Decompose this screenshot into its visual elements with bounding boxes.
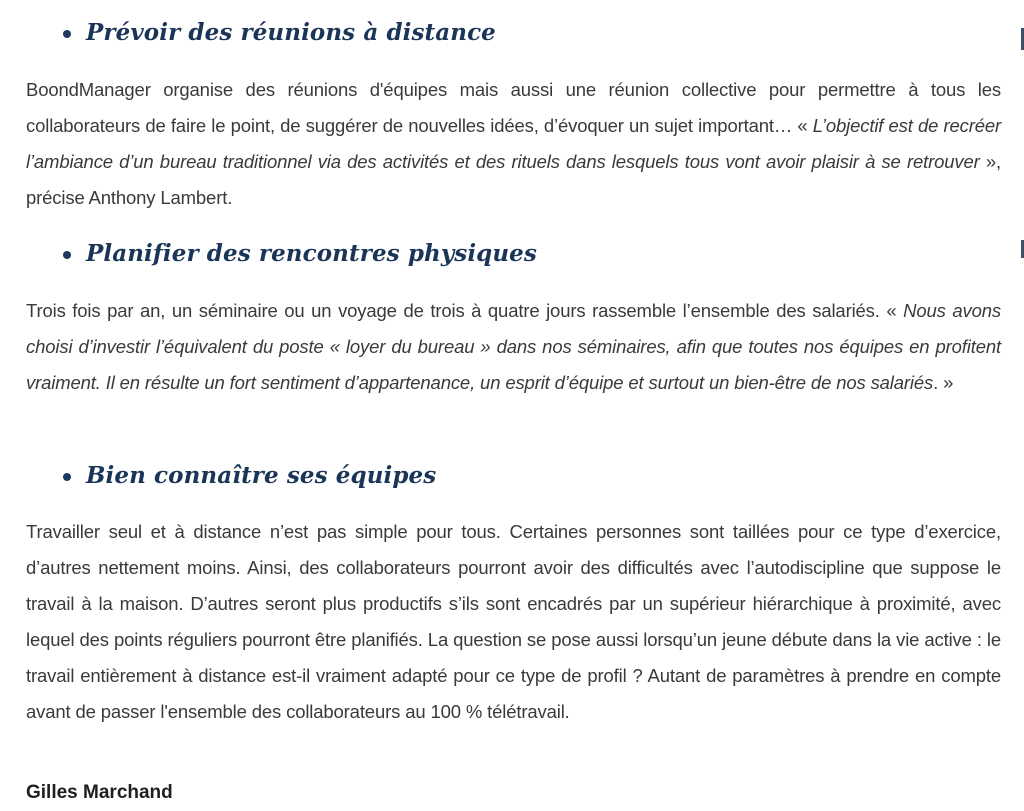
author-name: Gilles Marchand — [26, 782, 173, 803]
section-heading-physical-meetings — [26, 233, 1001, 273]
section-paragraph-physical-meetings — [26, 293, 1001, 401]
bullet-dot — [63, 30, 71, 38]
heading-text: Bien connaître ses équipes — [86, 461, 437, 489]
section-heading-know-teams — [26, 455, 1001, 495]
quote-text: L’objectif est de recréer l’ambiance d’un bureau traditionnel via des activités et des rituels dans lesquels tous vont avoir plaisir à se retrouver — [26, 115, 1001, 172]
bullet-dot — [63, 473, 71, 481]
section-paragraph-know-teams — [26, 514, 1001, 730]
paragraph-text: », précise Anthony Lambert. — [26, 151, 1002, 208]
paragraph-text: . » — [933, 372, 954, 393]
paragraph-text: Trois fois par an, un séminaire ou un voyage de trois à quatre jours rassemble l’ensemble des salariés. « — [26, 300, 904, 321]
paragraph-text: BoondManager organise des réunions d'équipes mais aussi une réunion collective pour permettre à tous les collaborateurs de faire le point, de suggérer de nouvelles idées, d’évoquer un sujet important… « — [26, 79, 1001, 136]
heading-text: Planifier des rencontres physiques — [86, 239, 537, 267]
heading-text: Prévoir des réunions à distance — [86, 18, 496, 46]
section-paragraph-remote-meetings — [26, 72, 1001, 216]
quote-text: Nous avons choisi d’investir l’équivalent du poste « loyer du bureau » dans nos séminaires, afin que toutes nos équipes en profitent vraiment. Il en résulte un fort sentiment d’appartenance, un esprit d’équipe et surtout un bien-être de nos salariés — [26, 300, 1001, 393]
paragraph-text: Travailler seul et à distance n’est pas simple pour tous. Certaines personnes sont taillées pour ce type d’exercice, d’autres nettement moins. Ainsi, des collaborateurs pourront avoir des difficultés avec l’autodiscipline que suppose le travail à la maison. D’autres seront plus productifs s’ils sont encadrés par un supérieur hiérarchique à proximité, avec lequel des points réguliers pourront être planifiés. La question se pose aussi lorsqu’un jeune débute dans la vie active : le travail entièrement à distance est-il vraiment adapté pour ce type de profil ? Autant de paramètres à prendre en compte avant de passer l'ensemble des collaborateurs au 100 % télétravail. — [26, 521, 1001, 722]
bullet-dot — [63, 251, 71, 259]
section-heading-remote-meetings — [26, 12, 1001, 52]
